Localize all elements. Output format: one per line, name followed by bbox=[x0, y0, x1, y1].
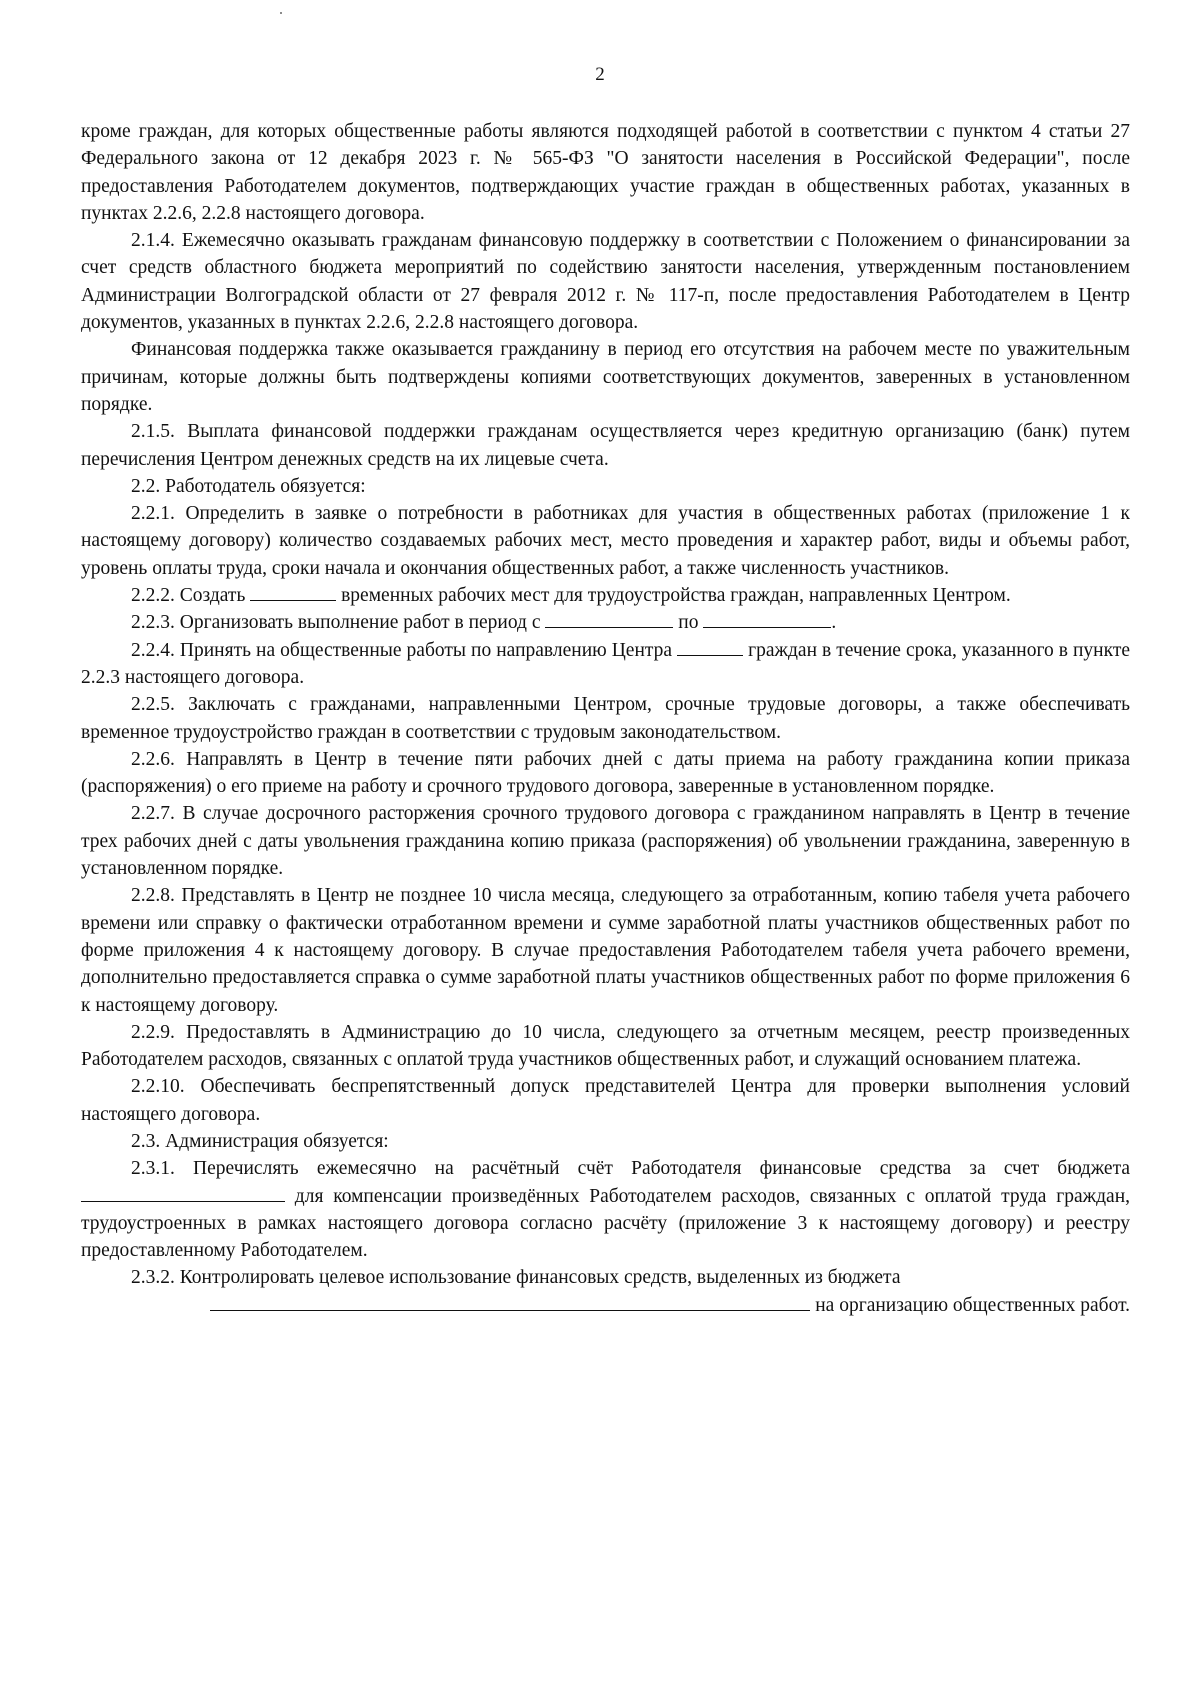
paragraph-2-2-4 bbox=[81, 637, 1130, 692]
paragraph-2-2-5: 2.2.5. Заключать с гражданами, направленными Центром, срочные трудовые договоры, а также обеспечивать временное трудоустройство граждан в соответствии с трудовым законодательством. bbox=[81, 694, 1130, 743]
blank-field-citizen-count bbox=[677, 637, 743, 656]
paragraph: кроме граждан, для которых общественные работы являются подходящей работой в соответствии с пунктом 4 статьи 27 Федерального закона от 12 декабря 2023 г. № 565-ФЗ "О занятости населения в Российской Федерации", после предоставления Работодателем документов, подтверждающих участие граждан в общественных работах, указанных в пунктах 2.2.6, 2.2.8 настоящего договора. bbox=[81, 121, 1130, 224]
document-body bbox=[81, 118, 1130, 1319]
paragraph-2-2-6: 2.2.6. Направлять в Центр в течение пяти рабочих дней с даты приема на работу гражданина копии приказа (распоряжения) о его приеме на работу и срочного трудового договора, заверенные в установленном порядке. bbox=[81, 748, 1130, 798]
paragraph-2-2-8: 2.2.8. Представлять в Центр не позднее 10 числа месяца, следующего за отработанным, копию табеля учета рабочего времени или справку о фактически отработанном времени и сумме заработной платы участников общественных работ по форме приложения 4 к настоящему договору. В случае предоставления Работодателем табеля учета рабочего времени, дополнительно предоставляется справка о сумме заработной платы участников общественных работ по форме приложения 6 к настоящему договору. bbox=[81, 885, 1130, 1016]
blank-field-workplaces bbox=[250, 582, 336, 601]
paragraph-2-2-2 bbox=[81, 582, 1130, 609]
section-heading-2-2: 2.2. Работодатель обязуется: bbox=[131, 475, 366, 497]
text-fragment: 2.2.4. Принять на общественные работы по направлению Центра bbox=[131, 639, 673, 661]
paragraph-2-2-9: 2.2.9. Предоставлять в Администрацию до 10 числа, следующего за отчетным месяцем, реестр произведенных Работодателем расходов, связанных с оплатой труда участников общественных работ, и служащий основанием платежа. bbox=[81, 1021, 1130, 1071]
paragraph-2-2-1: 2.2.1. Определить в заявке о потребности в работниках для участия в общественных работах (приложение 1 к настоящему договору) количество создаваемых рабочих мест, место проведения и характер работ, виды и объемы работ, уровень оплаты труда, сроки начала и окончания общественных работ, а также численность участников. bbox=[81, 503, 1130, 579]
scan-speck bbox=[280, 12, 282, 14]
text-fragment: 2.2.3. Организовать выполнение работ в период с bbox=[131, 612, 541, 634]
text-fragment: 2.3.1. Перечислять ежемесячно на расчётный счёт Работодателя финансовые средства за счет бюджета bbox=[131, 1158, 1130, 1180]
page-number: 2 bbox=[595, 64, 605, 85]
paragraph-2-2-10: 2.2.10. Обеспечивать беспрепятственный допуск представителей Центра для проверки выполнения условий настоящего договора. bbox=[81, 1076, 1130, 1125]
paragraph: Финансовая поддержка также оказывается гражданину в период его отсутствия на рабочем месте по уважительным причинам, которые должны быть подтверждены копиями соответствующих документов, заверенных в установленном порядке. bbox=[81, 339, 1130, 415]
paragraph-2-1-4: 2.1.4. Ежемесячно оказывать гражданам финансовую поддержку в соответствии с Положением о финансировании за счет средств областного бюджета мероприятий по содействию занятости населения, утвержденным постановлением Администрации Волгоградской области от 27 февраля 2012 г. № 117-п, после предоставления Работодателем в Центр документов, указанных в пунктах 2.2.6, 2.2.8 настоящего договора. bbox=[81, 230, 1130, 334]
text-fragment: . bbox=[831, 612, 837, 634]
blank-field-end-date bbox=[703, 609, 831, 628]
blank-field-budget bbox=[81, 1183, 285, 1202]
paragraph-2-3-1 bbox=[81, 1155, 1130, 1264]
section-heading-2-3: 2.3. Администрация обязуется: bbox=[131, 1130, 389, 1152]
text-fragment: временных рабочих мест для трудоустройства граждан, направленных Центром. bbox=[341, 585, 1011, 607]
paragraph-2-3-2: 2.3.2. Контролировать целевое использование финансовых средств, выделенных из бюджета bbox=[131, 1267, 901, 1289]
text-fragment: граждан в течение срока, указанного в пункте 2.2.3 настоящего договора. bbox=[81, 639, 1130, 688]
paragraph-2-2-3 bbox=[81, 609, 1130, 636]
text-fragment: на организацию общественных работ. bbox=[815, 1294, 1130, 1316]
text-fragment: 2.2.2. Создать bbox=[131, 585, 246, 607]
text-fragment: для компенсации произведённых Работодателем расходов, связанных с оплатой труда граждан, трудоустроенных в рамках настоящего договора согласно расчёту (приложение 3 к настоящему договору) и реестру предоставленному Работодателем. bbox=[81, 1185, 1131, 1262]
text-fragment: по bbox=[678, 612, 699, 634]
blank-field-budget-source bbox=[210, 1292, 810, 1311]
paragraph-2-1-5: 2.1.5. Выплата финансовой поддержки гражданам осуществляется через кредитную организацию (банк) путем перечисления Центром денежных средств на их лицевые счета. bbox=[81, 421, 1130, 470]
paragraph-2-2-7: 2.2.7. В случае досрочного расторжения срочного трудового договора с гражданином направлять в Центр в течение трех рабочих дней с даты увольнения гражданина копию приказа (распоряжения) об увольнении гражданина, заверенную в установленном порядке. bbox=[81, 803, 1130, 880]
blank-field-start-date bbox=[545, 609, 673, 628]
paragraph-2-3-2-continuation bbox=[81, 1292, 1130, 1319]
